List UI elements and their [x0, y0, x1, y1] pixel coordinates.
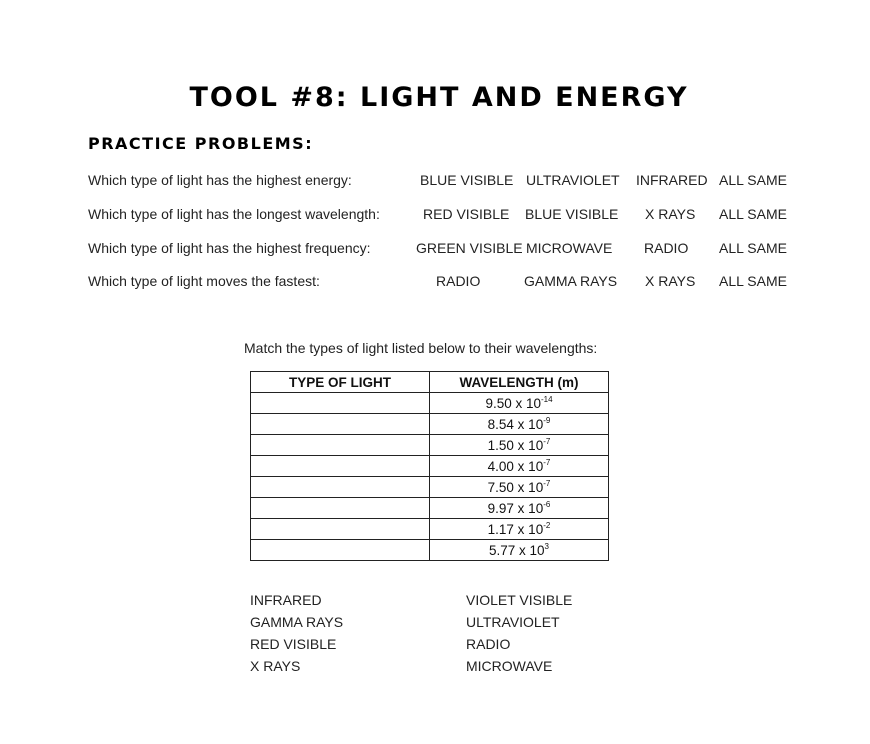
- type-answer-cell[interactable]: [251, 540, 430, 561]
- problem-choice: BLUE VISIBLE: [525, 206, 619, 222]
- problem-choice: RADIO: [644, 240, 689, 256]
- problem-row: [0, 172, 870, 192]
- type-answer-cell[interactable]: [251, 519, 430, 540]
- problem-choice: X RAYS: [645, 206, 696, 222]
- table-row: [251, 414, 609, 435]
- table-row: [251, 498, 609, 519]
- word-bank-item: MICROWAVE: [466, 658, 553, 674]
- problem-choice: RADIO: [436, 273, 481, 289]
- table-row: [251, 393, 609, 414]
- match-instructions: Match the types of light listed below to their wavelengths:: [244, 340, 598, 356]
- word-bank-item: RADIO: [466, 636, 511, 652]
- problem-row: [0, 206, 870, 226]
- problem-question: Which type of light has the highest energy:: [88, 172, 352, 188]
- wavelength-cell: 9.50 x $10^{-14}$: [430, 393, 609, 414]
- problem-choice: BLUE VISIBLE: [420, 172, 514, 188]
- wavelength-cell: 7.50 x $10^{-7}$: [430, 477, 609, 498]
- problem-row: [0, 273, 870, 293]
- problem-question: Which type of light moves the fastest:: [88, 273, 320, 289]
- problem-question: Which type of light has the longest wavelength:: [88, 206, 380, 222]
- type-answer-cell[interactable]: [251, 414, 430, 435]
- type-answer-cell[interactable]: [251, 477, 430, 498]
- wavelength-cell: 5.77 x $10^3$: [430, 540, 609, 561]
- page-title: TOOL #8: LIGHT AND ENERGY: [189, 82, 689, 113]
- type-answer-cell[interactable]: [251, 498, 430, 519]
- type-answer-cell[interactable]: [251, 393, 430, 414]
- word-bank-item: ULTRAVIOLET: [466, 614, 560, 630]
- word-bank-item: INFRARED: [250, 592, 322, 608]
- problem-choice: ULTRAVIOLET: [526, 172, 620, 188]
- problem-choice: INFRARED: [636, 172, 708, 188]
- type-answer-cell[interactable]: [251, 456, 430, 477]
- wavelength-cell: 1.50 x $10^{-7}$: [430, 435, 609, 456]
- wavelength-header: WAVELENGTH (m): [430, 372, 609, 393]
- word-bank-item: GAMMA RAYS: [250, 614, 344, 630]
- word-bank-item: X RAYS: [250, 658, 301, 674]
- type-answer-cell[interactable]: [251, 435, 430, 456]
- table-row: [251, 519, 609, 540]
- problem-choice: GREEN VISIBLE: [416, 240, 523, 256]
- problem-choice: GAMMA RAYS: [524, 273, 618, 289]
- wavelength-cell: 8.54 x $10^{-9}$: [430, 414, 609, 435]
- table-row: [251, 456, 609, 477]
- problem-choice: ALL SAME: [719, 240, 787, 256]
- problem-choice: MICROWAVE: [526, 240, 613, 256]
- table-row: [251, 435, 609, 456]
- problem-choice: RED VISIBLE: [423, 206, 510, 222]
- problem-choice: ALL SAME: [719, 206, 787, 222]
- wavelength-cell: 1.17 x $10^{-2}$: [430, 519, 609, 540]
- problem-question: Which type of light has the highest frequency:: [88, 240, 371, 256]
- problem-choice: ALL SAME: [719, 172, 787, 188]
- word-bank-left: [250, 589, 343, 677]
- problem-choice: ALL SAME: [719, 273, 787, 289]
- table-header-row: [251, 372, 609, 393]
- word-bank-right: [466, 589, 572, 677]
- word-bank-item: RED VISIBLE: [250, 636, 337, 652]
- type-of-light-header: TYPE OF LIGHT: [251, 372, 430, 393]
- table-row: [251, 477, 609, 498]
- wavelength-cell: 9.97 x $10^{-6}$: [430, 498, 609, 519]
- wavelength-cell: 4.00 x $10^{-7}$: [430, 456, 609, 477]
- word-bank-item: VIOLET VISIBLE: [466, 592, 573, 608]
- wavelength-table: [250, 371, 609, 561]
- practice-problems-heading: PRACTICE PROBLEMS:: [88, 134, 314, 153]
- problem-choice: X RAYS: [645, 273, 696, 289]
- table-row: [251, 540, 609, 561]
- problem-row: [0, 240, 870, 260]
